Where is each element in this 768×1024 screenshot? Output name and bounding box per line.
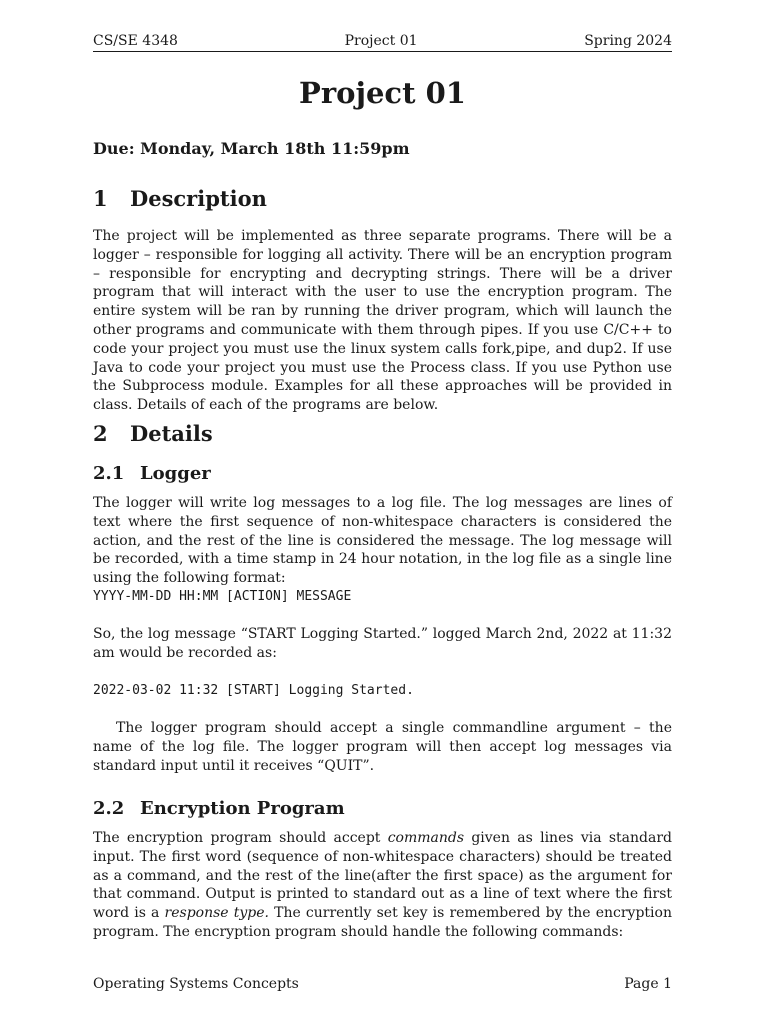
encryption-text-a: The encryption program should accept xyxy=(93,830,388,846)
due-date: Due: Monday, March 18th 11:59pm xyxy=(93,139,410,158)
section-number: 1 xyxy=(93,186,108,211)
header-course: CS/SE 4348 xyxy=(93,33,178,49)
section-title: Description xyxy=(130,186,267,211)
running-header xyxy=(93,33,672,52)
page-number: Page 1 xyxy=(624,976,672,992)
running-footer xyxy=(93,975,672,993)
section-number: 2 xyxy=(93,421,108,446)
subsection-number: 2.1 xyxy=(93,463,125,484)
subsection-title: Encryption Program xyxy=(140,798,345,819)
document-title: Project 01 xyxy=(299,76,466,110)
section-title: Details xyxy=(130,421,213,446)
section-heading-details xyxy=(93,420,213,448)
section-heading-description xyxy=(93,185,267,213)
logger-paragraph-1: The logger will write log messages to a log file. The log messages are lines of text where the first sequence of non-whitespace characters is considered the action, and the rest of the line is considered the message. The log message will be recorded, with a time stamp in 24 hour notation, in the log file as a single line using the following format: xyxy=(93,495,672,587)
encryption-text-b: given as lines via standard input. The first word (sequence of non-whitespace characters) should be treated as a command, and the rest of the line(after the first space) as the argument for that command. Output is printed to standard out as a line of text where the first word is a xyxy=(93,830,672,922)
footer-course-name: Operating Systems Concepts xyxy=(93,976,299,992)
description-paragraph: The project will be implemented as three separate programs. There will be a logger – responsible for logging all activity. There will be an encryption program – responsible for encrypting and decrypting strings. There will be a driver program that will interact with the user to use the encryption program. The entire system will be ran by running the driver program, which will launch the other programs and communicate with them through pipes. If you use C/C++ to code your project you must use the linux system calls fork,pipe, and dup2. If use Java to code your project you must use the Process class. If you use Python use the Subprocess module. Examples for all these approaches will be provided in class. Details of each of the programs are below. xyxy=(93,228,672,414)
subsection-title: Logger xyxy=(140,463,211,484)
encryption-paragraph xyxy=(93,829,672,942)
log-example-code: 2022-03-02 11:32 [START] Logging Started. xyxy=(93,683,414,698)
page xyxy=(93,33,672,52)
subsection-number: 2.2 xyxy=(93,798,125,819)
header-project: Project 01 xyxy=(344,33,418,49)
log-format-code: YYYY-MM-DD HH:MM [ACTION] MESSAGE xyxy=(93,589,352,604)
logger-paragraph-3: The logger program should accept a single commandline argument – the name of the log file. The logger program will then accept log messages via standard input until it receives “QUIT”. xyxy=(93,720,672,774)
logger-paragraph-2: So, the log message “START Logging Started.” logged March 2nd, 2022 at 11:32 am would be recorded as: xyxy=(93,626,672,661)
encryption-text-c: The currently set key is remembered by the encryption program. The encryption program should handle the following commands: xyxy=(93,905,672,940)
emphasis-commands: commands xyxy=(387,830,465,846)
subsection-heading-encryption xyxy=(93,797,345,821)
header-term: Spring 2024 xyxy=(584,33,672,49)
emphasis-response-type: response type. xyxy=(164,905,269,922)
subsection-heading-logger xyxy=(93,462,211,486)
